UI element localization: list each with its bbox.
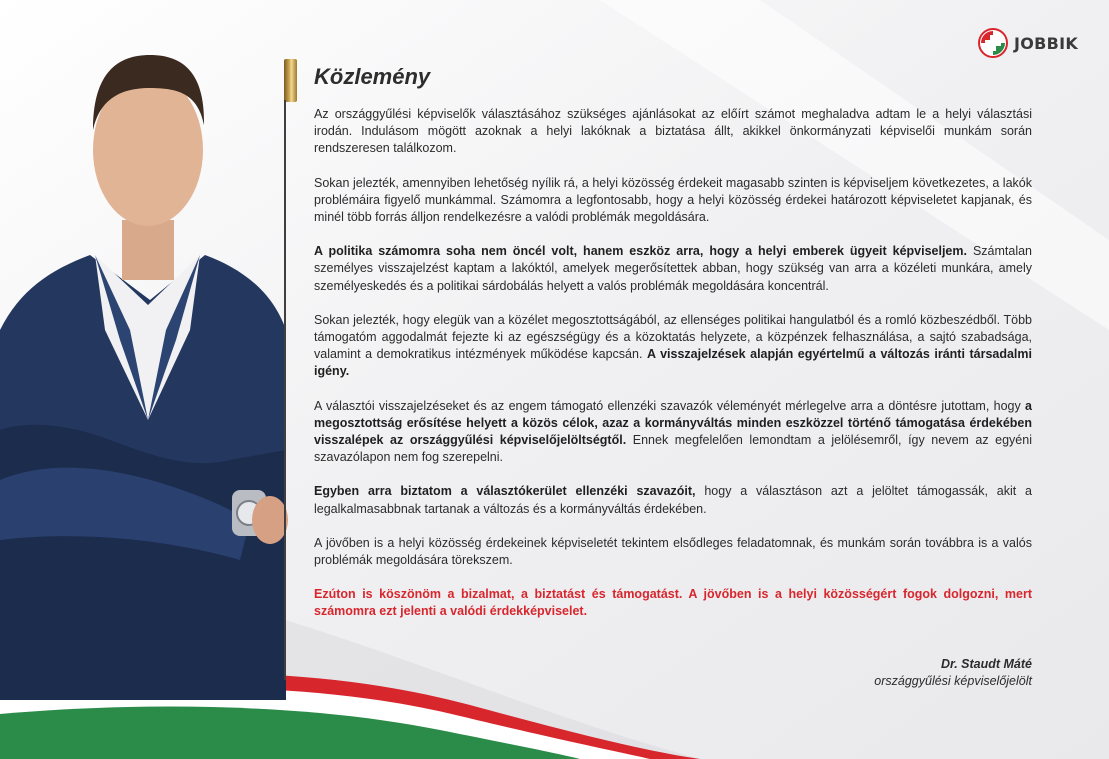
paragraph-6 <box>314 483 1032 517</box>
bold-statement: a megosztottság erősítése helyett a közös célok, azaz a kormányváltás minden eszközzel történő támogatása érdekében visszalépek az országgyűlési képviselőjelöltségtől. <box>314 398 1032 448</box>
vertical-divider <box>284 100 286 680</box>
party-emblem-icon <box>978 28 1008 58</box>
paragraph-text: Sokan jelezték, amennyiben lehetőség nyílik rá, a helyi közösség érdekeit magasabb szinten is képviseljem következetes, a lakók problémáira figyelő munkámmal. Számomra a legfontosabb, hogy a helyi közösség érdekei határozott képviseletet kapjanak, és minél több forrás álljon rendelkezésre a valódi problémák megoldására. <box>314 175 1032 225</box>
statement-body <box>314 106 1032 638</box>
paragraph-text: Ennek megfelelően lemondtam a jelölésemről, így nevem az egyéni szavazólapon nem fog szerepelni. <box>314 433 1032 465</box>
portrait-photo <box>0 0 290 700</box>
closing-statement: Ezúton is köszönöm a bizalmat, a biztatást és támogatást. A jövőben is a helyi közösségért fogok dolgozni, mert számomra ezt jelenti a valódi érdekképviselet. <box>314 587 1032 619</box>
paragraph-2 <box>314 175 1032 227</box>
paragraph-text: Számtalan személyes visszajelzést kaptam a lakóktól, amelyek megerősítettek abban, hogy szükség van arra a közéleti munkára, amely személyeskedés és a politikai sárdobálás helyett a valós problémák megoldására koncentrál. <box>314 244 1032 293</box>
paragraph-text: Az országgyűlési képviselők választásához szükséges ajánlásokat az előírt számot meghaladva adtam le a helyi választási irodán. Indulásom mögött azoknak a helyi lakóknak a biztatása állt, akikkel önkormányzati képviselői munkám során rendszeresen találkozom. <box>314 107 1032 156</box>
gold-accent-bar <box>284 59 297 102</box>
paragraph-1 <box>314 106 1032 158</box>
bold-statement: A politika számomra soha nem öncél volt, hanem eszköz arra, hogy a helyi emberek ügyeit képviseljem. <box>314 244 967 259</box>
paragraph-text: A választói visszajelzéseket és az engem támogató ellenzéki szavazók véleményét mérlegelve arra a döntésre jutottam, hogy <box>314 398 1026 413</box>
signature-name: Dr. Staudt Máté <box>941 657 1032 671</box>
logo-text: JOBBIK <box>1014 33 1079 53</box>
paragraph-text: hogy a választáson azt a jelöltet támogassák, akit a legalkalmasabbnak tartanak a változás és a kormányváltás érdekében. <box>314 484 1032 516</box>
paragraph-text: Sokan jelezték, hogy elegük van a közélet megosztottságából, az ellenséges politikai hangulatból és a romló közbeszédből. Több támogatóm aggodalmát fejezte ki az egészségügy és a közoktatás helyzete, a közpénzek felhasználása, a sajtó szabadsága, valamint a demokratikus intézmények működése kapcsán. <box>314 312 1032 362</box>
page-title: Közlemény <box>314 64 431 89</box>
paragraph-text: A jövőben is a helyi közösség érdekeinek képviseletét tekintem elsődleges feladatomnak, és munkám során továbbra is a valós problémák megoldására törekszem. <box>314 535 1032 568</box>
paragraph-3 <box>314 243 1032 295</box>
bold-statement: Egyben arra biztatom a választókerület ellenzéki szavazóit, <box>314 484 696 499</box>
signature <box>874 656 1032 690</box>
paragraph-7 <box>314 535 1032 569</box>
bold-statement: A visszajelzések alapján egyértelmű a változás iránti társadalmi igény. <box>314 347 1032 379</box>
signature-role: országgyűlési képviselőjelölt <box>874 674 1032 688</box>
paragraph-4 <box>314 312 1032 381</box>
paragraph-5 <box>314 398 1032 467</box>
jobbik-logo <box>978 28 1078 58</box>
